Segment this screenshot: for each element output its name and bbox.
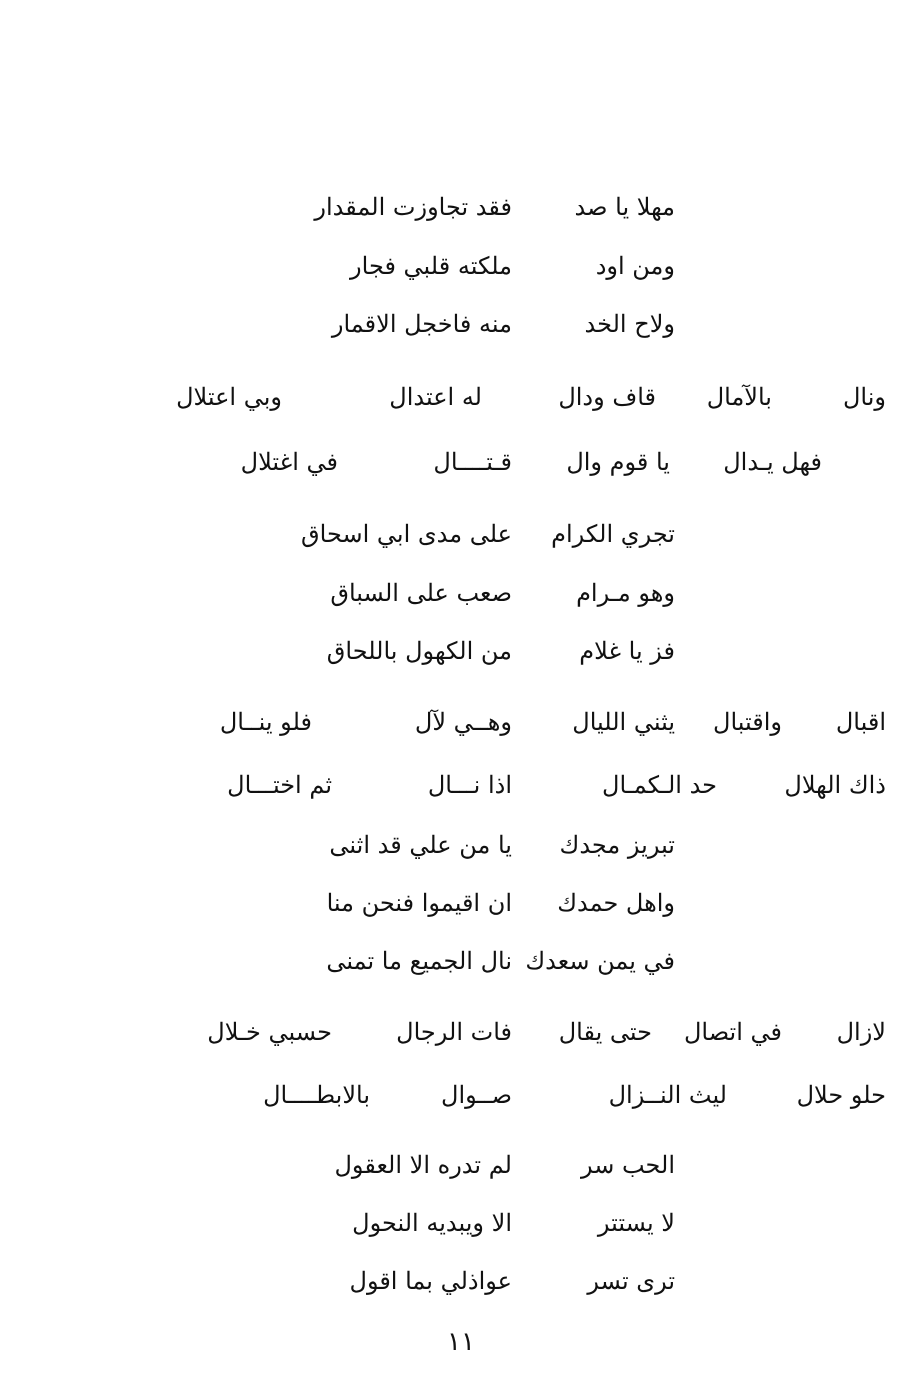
refrain-segment: قـتــــال [433,448,512,476]
hemistich-right: تبريز مجدك [559,831,675,859]
couplet-line [0,941,922,981]
refrain-line [0,702,922,742]
hemistich-left: عواذلي بما اقول [349,1267,512,1295]
refrain-segment: لازال [836,1018,886,1046]
refrain-segment: فات الرجال [396,1018,512,1046]
refrain-segment: ليث النــزال [608,1081,727,1109]
refrain-line [0,377,922,417]
refrain-segment: اذا نـــال [427,771,512,799]
hemistich-left: منه فاخجل الاقمار [331,310,512,338]
couplet-line [0,631,922,671]
refrain-segment: يثني الليال [572,708,675,736]
hemistich-right: تجري الكرام [551,520,675,548]
refrain-segment: بالابطــــال [263,1081,370,1109]
couplet-line [0,1203,922,1243]
hemistich-left: على مدى ابي اسحاق [301,520,512,548]
hemistich-left: من الكهول باللحاق [326,637,512,665]
couplet-line [0,1145,922,1185]
hemistich-right: واهل حمدك [557,889,675,917]
hemistich-right: في يمن سعدك [525,947,675,975]
hemistich-right: ترى تسر [587,1267,675,1295]
refrain-segment: اقبال [835,708,886,736]
couplet-line [0,825,922,865]
refrain-segment: يا قوم وال [566,448,670,476]
couplet-line [0,1261,922,1301]
refrain-line [0,1075,922,1115]
hemistich-right: وهو مـرام [576,579,675,607]
refrain-segment: في اغتلال [240,448,338,476]
couplet-line [0,304,922,344]
couplet-line [0,187,922,227]
page-number: ١١ [447,1327,475,1357]
hemistich-left: يا من علي قد اثنى [329,831,512,859]
couplet-line [0,883,922,923]
refrain-line [0,765,922,805]
hemistich-right: لا يستتر [597,1209,675,1237]
refrain-segment: وهــي لآل [414,708,512,736]
refrain-segment: صــوال [441,1081,512,1109]
refrain-segment: فهل يـدال [723,448,822,476]
refrain-segment: ونال [842,383,886,411]
couplet-line [0,573,922,613]
refrain-segment: وبي اعتلال [176,383,282,411]
hemistich-left: الا ويبديه النحول [352,1209,512,1237]
refrain-segment: بالآمال [706,383,772,411]
refrain-segment: حتى يقال [558,1018,652,1046]
hemistich-right: فز يا غلام [579,637,675,665]
hemistich-left: ملكته قلبي فجار [350,252,512,280]
refrain-segment: حد الـكمـال [602,771,717,799]
refrain-segment: قاف ودال [558,383,656,411]
refrain-segment: في اتصال [683,1018,782,1046]
refrain-line [0,442,922,482]
refrain-segment: ذاك الهلال [784,771,886,799]
hemistich-left: صعب على السباق [330,579,512,607]
refrain-segment: فلو ينــال [219,708,312,736]
hemistich-right: الحب سر [580,1151,675,1179]
hemistich-left: لم تدره الا العقول [334,1151,512,1179]
refrain-segment: واقتبال [713,708,782,736]
hemistich-left: نال الجميع ما تمنى [326,947,512,975]
hemistich-right: مهلا يا صد [574,193,675,221]
hemistich-right: ولاح الخد [584,310,675,338]
couplet-line [0,514,922,554]
hemistich-left: ان اقيموا فنحن منا [326,889,512,917]
refrain-segment: حسبي خـلال [207,1018,332,1046]
hemistich-left: فقد تجاوزت المقدار [314,193,512,221]
refrain-segment: ثم اختـــال [227,771,332,799]
hemistich-right: ومن اود [595,252,675,280]
couplet-line [0,246,922,286]
refrain-segment: له اعتدال [389,383,482,411]
refrain-line [0,1012,922,1052]
refrain-segment: حلو حلال [796,1081,886,1109]
